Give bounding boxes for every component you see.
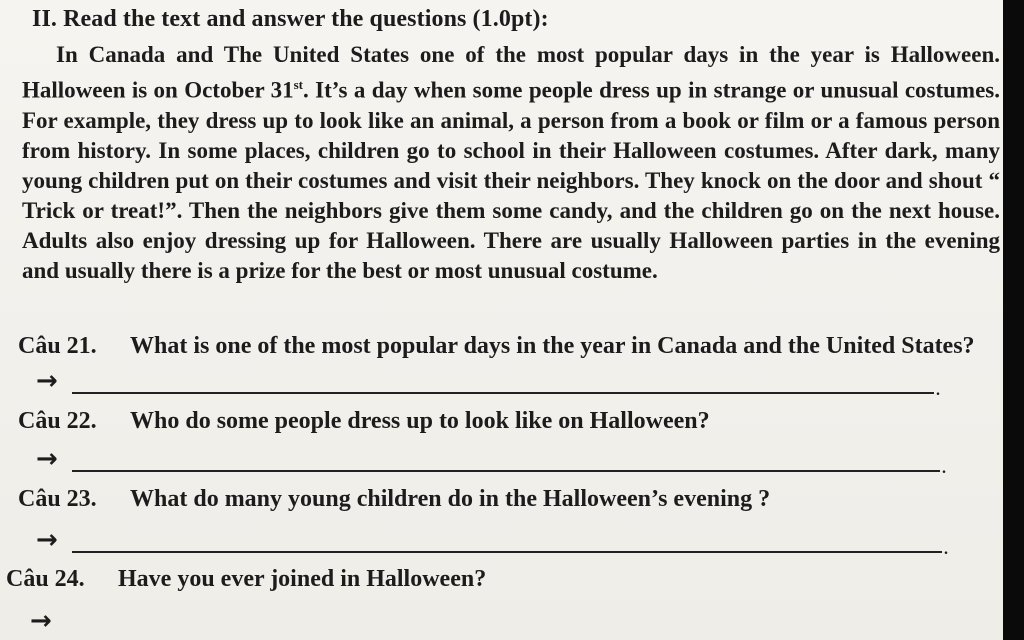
passage-text-part2: . It’s a day when some people dress up in strange or unusual costumes. For example, they dress up to look like an animal, a person from a book or film or a famous person from history. In some places, children go to school in their Halloween costumes. After dark, many young children put on their costumes and visit their neighbors. They knock on the door and shout “ Trick or treat!”. Then the neighbors give them some candy, and the children go on the next house. Adults also enjoy dressing up for Halloween. There are usually Halloween parties in the evening and usually there is a prize for the best or most unusual costume. [22, 77, 1000, 283]
answer-blank[interactable] [72, 392, 934, 394]
question-23 [18, 486, 998, 513]
question-number: Câu 23. [18, 486, 97, 512]
arrow-icon: → [36, 366, 58, 396]
answer-blank[interactable] [72, 470, 940, 472]
question-number: Câu 22. [18, 408, 97, 434]
question-number: Câu 21. [18, 333, 97, 359]
reading-passage [22, 40, 1000, 286]
page-edge-shadow [1003, 0, 1024, 640]
passage-paragraph [22, 40, 1000, 286]
question-text: What is one of the most popular days in the year in Canada and the United States? [130, 333, 975, 359]
passage-text-part1: In Canada and The United States one of the most popular days in the year is Halloween. Halloween is on October 31 [22, 42, 1000, 103]
arrow-icon: → [30, 606, 52, 636]
question-22 [18, 408, 998, 435]
end-dot: . [944, 541, 948, 558]
question-number: Câu 24. [6, 566, 85, 592]
end-dot: . [942, 460, 946, 477]
arrow-icon: → [36, 525, 58, 555]
section-heading: II. Read the text and answer the questions (1.0pt): [32, 6, 549, 32]
question-text: What do many young children do in the Halloween’s evening ? [130, 486, 771, 512]
ordinal-suffix: st [293, 77, 304, 92]
question-text: Have you ever joined in Halloween? [118, 566, 487, 592]
answer-line-22[interactable] [36, 444, 946, 478]
question-text: Who do some people dress up to look like on Halloween? [130, 408, 710, 434]
answer-line-21[interactable] [36, 366, 940, 400]
answer-line-24[interactable] [30, 606, 930, 640]
question-21 [18, 333, 998, 360]
question-24 [6, 566, 986, 593]
arrow-icon: → [36, 444, 58, 474]
answer-blank[interactable] [72, 551, 942, 553]
end-dot: . [936, 382, 940, 399]
answer-line-23[interactable] [36, 525, 948, 559]
